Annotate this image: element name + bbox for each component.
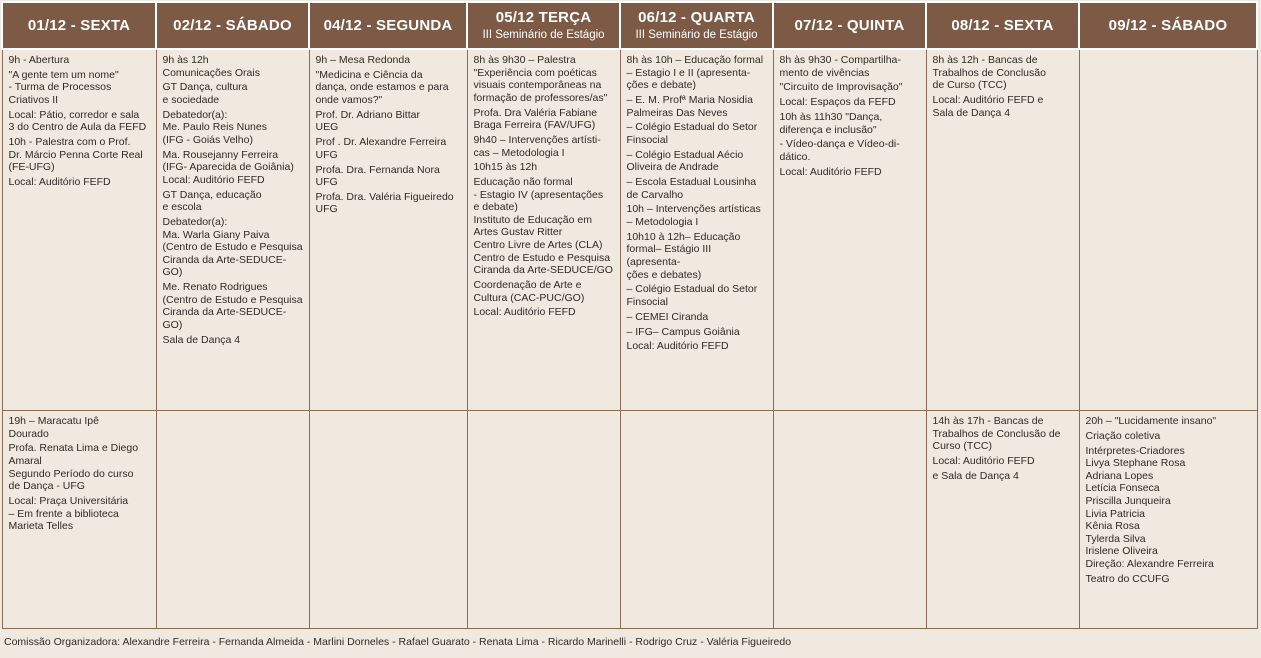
- day-header: [309, 2, 467, 49]
- schedule-cell: [309, 49, 467, 411]
- day-title: 02/12 - SÁBADO: [173, 16, 292, 34]
- event-line: "A gente tem um nome" - Turma de Processos Criativos II: [8, 68, 119, 106]
- schedule-table: [1, 1, 1258, 629]
- event-line: 8h às 9h30 – Palestra "Experiência com poéticas visuais contemporâneas na formação de professores/as": [473, 54, 608, 104]
- day-header: [2, 2, 156, 49]
- day-title: 01/12 - SEXTA: [27, 16, 131, 34]
- event-line: – CEMEI Ciranda: [626, 310, 709, 323]
- schedule-cell: [773, 49, 926, 411]
- event-line: Debatedor(a): Ma. Warla Giany Paiva (Centro de Estudo e Pesquisa Ciranda da Arte-SEDUCE-GO): [162, 216, 303, 279]
- event-line: 19h – Maracatu Ipê Dourado: [8, 415, 99, 440]
- event-line: Local: Auditório FEFD: [779, 165, 882, 178]
- event-line: Teatro do CCUFG: [1085, 572, 1170, 585]
- event-line: GT Dança, cultura e sociedade: [162, 81, 248, 106]
- event-line: 8h às 9h30 - Compartilha- mento de vivências: [779, 54, 901, 79]
- event-line: Local: Auditório FEFD: [8, 176, 111, 189]
- event-line: – Escola Estadual Lousinha de Carvalho: [626, 176, 757, 201]
- event-line: 9h – Mesa Redonda: [315, 54, 411, 66]
- event-line: Prof . Dr. Alexandre Ferreira UFG: [315, 136, 447, 161]
- morning-row: [2, 49, 1257, 411]
- event-line: – E. M. Profª Maria Nosidia Palmeiras Das Neves: [626, 93, 753, 119]
- schedule-cell: [620, 49, 773, 411]
- event-line: Educação não formal - Estagio IV (apresentações e debate) Instituto de Educação em Artes Gustav Ritter Centro Livre de Artes (CLA) Centro de Estudo e Pesquisa Ciranda da Arte-SEDUCE/GO: [473, 176, 613, 277]
- day-title: 06/12 - QUARTA: [638, 9, 755, 26]
- day-header: [1079, 2, 1257, 49]
- schedule-cell: [156, 411, 309, 629]
- event-line: Sala de Dança 4: [162, 333, 241, 346]
- event-line: Profa. Dra. Fernanda Nora UFG: [315, 163, 440, 189]
- day-header: [926, 2, 1079, 49]
- schedule-cell: [2, 411, 156, 629]
- day-title: 05/12 TERÇA: [495, 9, 592, 26]
- event-line: Local: Auditório FEFD e Sala de Dança 4: [932, 93, 1044, 119]
- day-title: 09/12 - SÁBADO: [1108, 16, 1228, 34]
- event-line: – IFG– Campus Goiânia: [626, 325, 740, 338]
- event-line: Ma. Rousejanny Ferreira (IFG- Aparecida de Goiânia) Local: Auditório FEFD: [162, 148, 294, 186]
- event-line: Intérpretes-Criadores Livya Stephane Rosa Adriana Lopes Letícia Fonseca Priscilla Junqueira Livia Patricia Kênia Rosa Tylerda Silva Irislene Oliveira Direção: Alexandre Ferreira: [1085, 444, 1214, 570]
- schedule-cell: [2, 49, 156, 411]
- event-line: 8h às 12h - Bancas de Trabalhos de Conclusão de Curso (TCC): [932, 54, 1046, 92]
- event-line: Criação coletiva: [1085, 429, 1161, 442]
- event-line: Local: Auditório FEFD: [473, 306, 576, 319]
- schedule-cell: [156, 49, 309, 411]
- event-line: 9h40 – Intervenções artísti- cas – Metodologia I: [473, 133, 601, 159]
- schedule-cell: [926, 49, 1079, 411]
- header-row: [2, 2, 1257, 49]
- event-line: 10h - Palestra com o Prof. Dr. Márcio Penna Corte Real (FE-UFG): [8, 136, 143, 174]
- event-line: GT Dança, educação e escola: [162, 188, 262, 214]
- event-line: Local: Espaços da FEFD: [779, 96, 896, 109]
- event-line: 20h – "Lucidamente insano": [1085, 415, 1217, 427]
- day-header: [620, 2, 773, 49]
- event-line: Local: Praça Universitária – Em frente a biblioteca Marieta Telles: [8, 494, 129, 533]
- event-line: Profa. Renata Lima e Diego Amaral Segundo Período do curso de Dança - UFG: [8, 442, 139, 493]
- event-line: – Colégio Estadual Aécio Oliveira de Andrade: [626, 148, 744, 174]
- event-line: - Vídeo-dança e Vídeo-di- dático.: [779, 138, 900, 163]
- event-line: Local: Auditório FEFD: [932, 454, 1035, 467]
- event-line: Coordenação de Arte e Cultura (CAC-PUC/GO): [473, 279, 585, 304]
- event-line: Local: Auditório FEFD: [626, 340, 729, 353]
- schedule-cell: [926, 411, 1079, 629]
- event-line: Profa. Dra Valéria Fabiane Braga Ferreira (FAV/UFG): [473, 106, 598, 132]
- evening-row: [2, 411, 1257, 629]
- event-line: 10h15 às 12h: [473, 161, 538, 174]
- event-line: Local: Pátio, corredor e sala 3 do Centro de Aula da FEFD: [8, 108, 147, 134]
- day-subtitle: III Seminário de Estágio: [635, 29, 758, 41]
- schedule-cell: [1079, 49, 1257, 411]
- schedule-cell: [309, 411, 467, 629]
- day-title: 07/12 - QUINTA: [794, 16, 905, 34]
- event-line: – Colégio Estadual do Setor Finsocial: [626, 121, 758, 146]
- day-header: [773, 2, 926, 49]
- day-header: [156, 2, 309, 49]
- event-line: 9h - Abertura: [8, 54, 70, 66]
- day-subtitle: III Seminário de Estágio: [482, 29, 605, 41]
- schedule-cell: [620, 411, 773, 629]
- event-line: 10h às 11h30 "Dança, diferença e inclusão": [779, 110, 883, 136]
- event-line: "Medicina e Ciência da dança, onde estamos e para onde vamos?": [315, 68, 449, 106]
- day-title: 04/12 - SEGUNDA: [323, 16, 453, 34]
- event-line: Me. Renato Rodrigues (Centro de Estudo e Pesquisa Ciranda da Arte-SEDUCE-GO): [162, 281, 303, 331]
- event-line: Profa. Dra. Valéria Figueiredo UFG: [315, 190, 454, 216]
- day-header: [467, 2, 620, 49]
- event-line: e Sala de Dança 4: [932, 469, 1019, 482]
- event-line: 10h – Intervenções artísticas – Metodologia I: [626, 203, 761, 229]
- schedule-cell: [467, 411, 620, 629]
- event-line: "Circuito de Improvisação": [779, 81, 903, 94]
- organizing-committee: Comissão Organizadora: Alexandre Ferreira - Fernanda Almeida - Marlini Dorneles - Rafael Guarato - Renata Lima - Ricardo Marinelli - Rodrigo Cruz - Valéria Figueiredo: [4, 636, 792, 648]
- schedule-cell: [467, 49, 620, 411]
- event-line: 9h às 12h Comunicações Orais: [162, 54, 260, 79]
- schedule-cell: [773, 411, 926, 629]
- event-line: 8h às 10h – Educação formal – Estagio I e II (apresenta- ções e debate): [626, 54, 764, 92]
- schedule-cell: [1079, 411, 1257, 629]
- event-line: Debatedor(a): Me. Paulo Reis Nunes (IFG - Goiás Velho): [162, 108, 267, 146]
- event-line: 14h às 17h - Bancas de Trabalhos de Conclusão de Curso (TCC): [932, 415, 1061, 453]
- event-line: Prof. Dr. Adriano Bittar UEG: [315, 108, 420, 134]
- day-title: 08/12 - SEXTA: [951, 16, 1054, 34]
- event-line: 10h10 à 12h– Educação formal– Estágio III (apresenta- ções e debates): [626, 230, 741, 281]
- event-line: – Colégio Estadual do Setor Finsocial: [626, 283, 758, 308]
